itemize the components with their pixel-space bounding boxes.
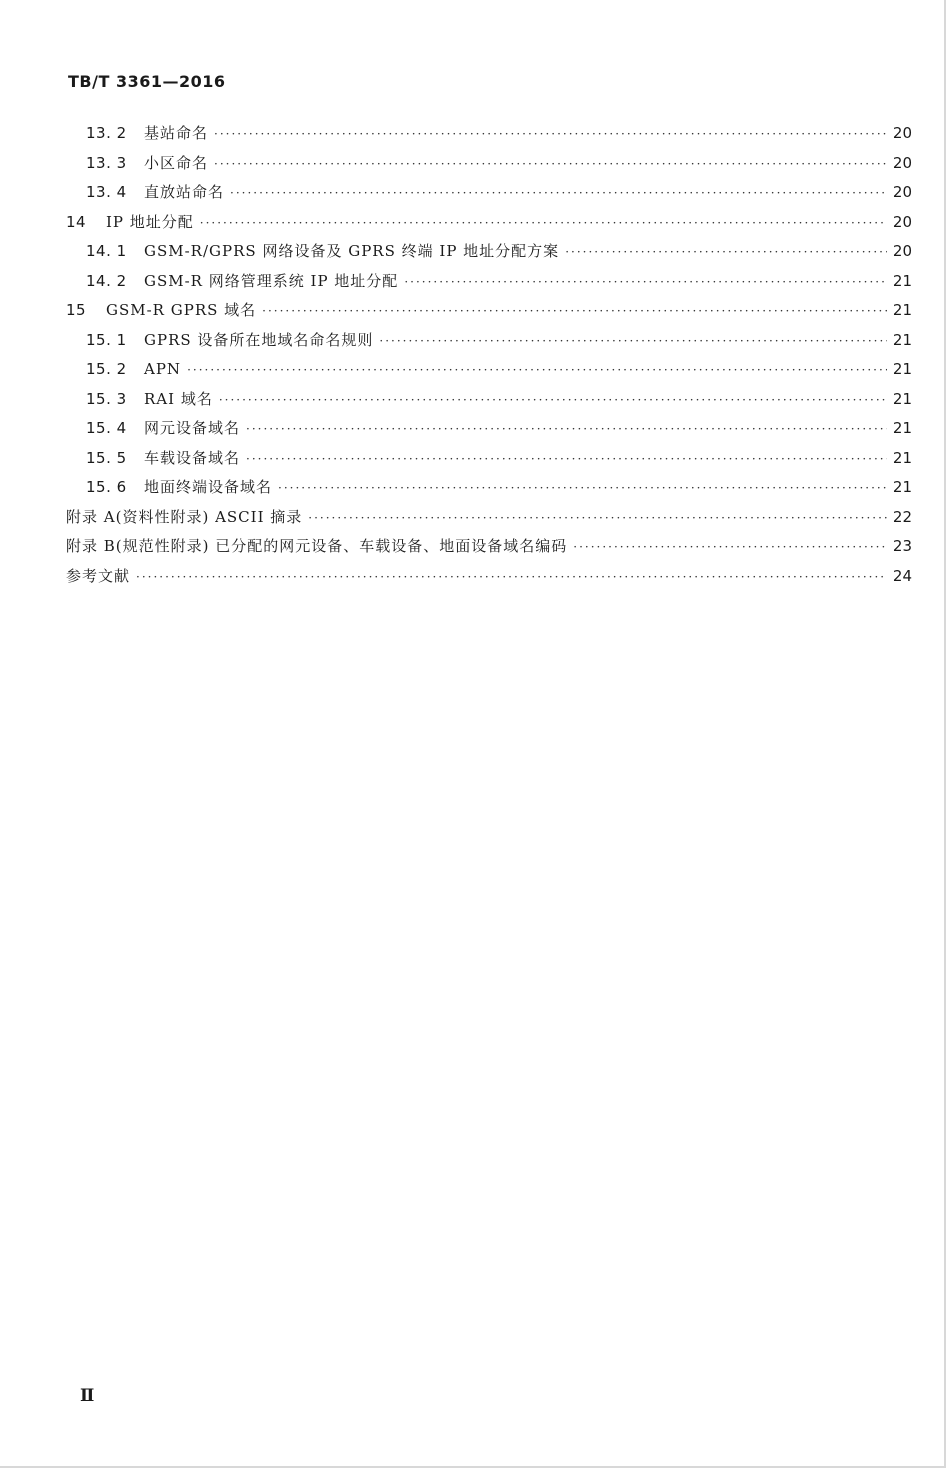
document-code: TB/T 3361—2016 bbox=[68, 72, 226, 91]
toc-entry-number: 14. 2 bbox=[86, 271, 127, 290]
toc-leader-dots bbox=[136, 565, 887, 589]
toc-entry[interactable] bbox=[86, 328, 912, 352]
toc-entry-number: 15. 4 bbox=[86, 419, 127, 437]
toc-leader-dots bbox=[379, 329, 886, 353]
toc-entry-title: 参考文献 bbox=[66, 566, 131, 585]
toc-entry[interactable] bbox=[86, 180, 912, 204]
toc-leader-dots bbox=[230, 181, 887, 205]
toc-entry-page: 21 bbox=[892, 448, 912, 467]
toc-entry[interactable] bbox=[86, 239, 912, 263]
toc-entry[interactable] bbox=[86, 416, 912, 440]
toc-entry[interactable] bbox=[86, 357, 912, 381]
toc-entry-title: GPRS 设备所在地域名命名规则 bbox=[144, 330, 374, 349]
toc-entry-title: 地面终端设备域名 bbox=[144, 478, 273, 496]
toc-entry-number: 14 bbox=[66, 212, 87, 231]
toc-entry-page: 20 bbox=[892, 212, 912, 231]
toc-entry[interactable] bbox=[86, 475, 912, 499]
toc-entry-title: 网元设备域名 bbox=[144, 419, 241, 437]
toc-leader-dots bbox=[200, 211, 887, 235]
toc-entry-title: GSM-R GPRS 域名 bbox=[106, 301, 257, 319]
toc-entry-number: 13. 4 bbox=[86, 183, 127, 201]
toc-entry[interactable] bbox=[86, 387, 912, 411]
toc-entry-number: 15. 1 bbox=[86, 330, 127, 349]
toc-entry-page: 22 bbox=[892, 507, 912, 526]
toc-entry-page: 21 bbox=[892, 301, 912, 319]
toc-entry-title: 小区命名 bbox=[144, 153, 209, 172]
toc-entry-title: APN bbox=[144, 360, 182, 378]
toc-entry-page: 21 bbox=[892, 389, 912, 408]
toc-entry-number: 13. 3 bbox=[86, 153, 127, 172]
toc-entry[interactable] bbox=[86, 446, 912, 470]
toc-entry-title: RAI 域名 bbox=[144, 389, 213, 408]
toc-entry-page: 21 bbox=[892, 330, 912, 349]
toc-leader-dots bbox=[308, 506, 887, 530]
toc-entry[interactable] bbox=[86, 269, 912, 293]
toc-entry-number: 15. 6 bbox=[86, 478, 127, 496]
toc-entry[interactable] bbox=[66, 298, 912, 322]
toc-entry-page: 24 bbox=[892, 566, 912, 585]
toc-entry-number: 14. 1 bbox=[86, 242, 127, 260]
toc-entry[interactable] bbox=[86, 151, 912, 175]
toc-entry-page: 20 bbox=[892, 183, 912, 201]
toc-entry-page: 21 bbox=[892, 271, 912, 290]
toc-leader-dots bbox=[214, 152, 887, 176]
toc-entry-number: 13. 2 bbox=[86, 124, 127, 142]
toc-entry-title: GSM-R/GPRS 网络设备及 GPRS 终端 IP 地址分配方案 bbox=[144, 242, 560, 260]
toc-entry-page: 21 bbox=[892, 419, 912, 437]
toc-entry[interactable] bbox=[66, 534, 912, 558]
toc-entry-page: 20 bbox=[892, 124, 912, 142]
toc-entry-page: 21 bbox=[892, 478, 912, 496]
toc-entry-title: 附录 B(规范性附录) 已分配的网元设备、车载设备、地面设备域名编码 bbox=[66, 537, 568, 555]
toc-entry-title: GSM-R 网络管理系统 IP 地址分配 bbox=[144, 271, 399, 290]
toc-entry[interactable] bbox=[66, 210, 912, 234]
toc-entry-page: 20 bbox=[892, 242, 912, 260]
toc-leader-dots bbox=[565, 240, 887, 264]
toc-leader-dots bbox=[404, 270, 887, 294]
toc-entry[interactable] bbox=[66, 564, 912, 588]
toc-entry-number: 15. 3 bbox=[86, 389, 127, 408]
toc-entry[interactable] bbox=[66, 505, 912, 529]
toc-leader-dots bbox=[278, 476, 887, 500]
toc-entry-page: 20 bbox=[892, 153, 912, 172]
page-number: Ⅱ bbox=[80, 1386, 95, 1406]
toc-entry-number: 15 bbox=[66, 301, 87, 319]
toc-entry-title: 基站命名 bbox=[144, 124, 209, 142]
toc-leader-dots bbox=[219, 388, 887, 412]
toc-entry[interactable] bbox=[86, 121, 912, 145]
toc-entry-page: 21 bbox=[892, 360, 912, 378]
toc-leader-dots bbox=[262, 299, 887, 323]
toc-entry-page: 23 bbox=[892, 537, 912, 555]
toc-leader-dots bbox=[573, 535, 887, 559]
toc-entry-number: 15. 5 bbox=[86, 448, 127, 467]
toc-entry-title: IP 地址分配 bbox=[106, 212, 194, 231]
toc-leader-dots bbox=[246, 447, 887, 471]
toc-leader-dots bbox=[246, 417, 887, 441]
toc-entry-title: 车载设备域名 bbox=[144, 448, 241, 467]
toc-entry-title: 直放站命名 bbox=[144, 183, 225, 201]
toc-entry-title: 附录 A(资料性附录) ASCII 摘录 bbox=[66, 507, 303, 526]
toc-entry-number: 15. 2 bbox=[86, 360, 127, 378]
toc-leader-dots bbox=[214, 122, 887, 146]
toc-leader-dots bbox=[187, 358, 887, 382]
